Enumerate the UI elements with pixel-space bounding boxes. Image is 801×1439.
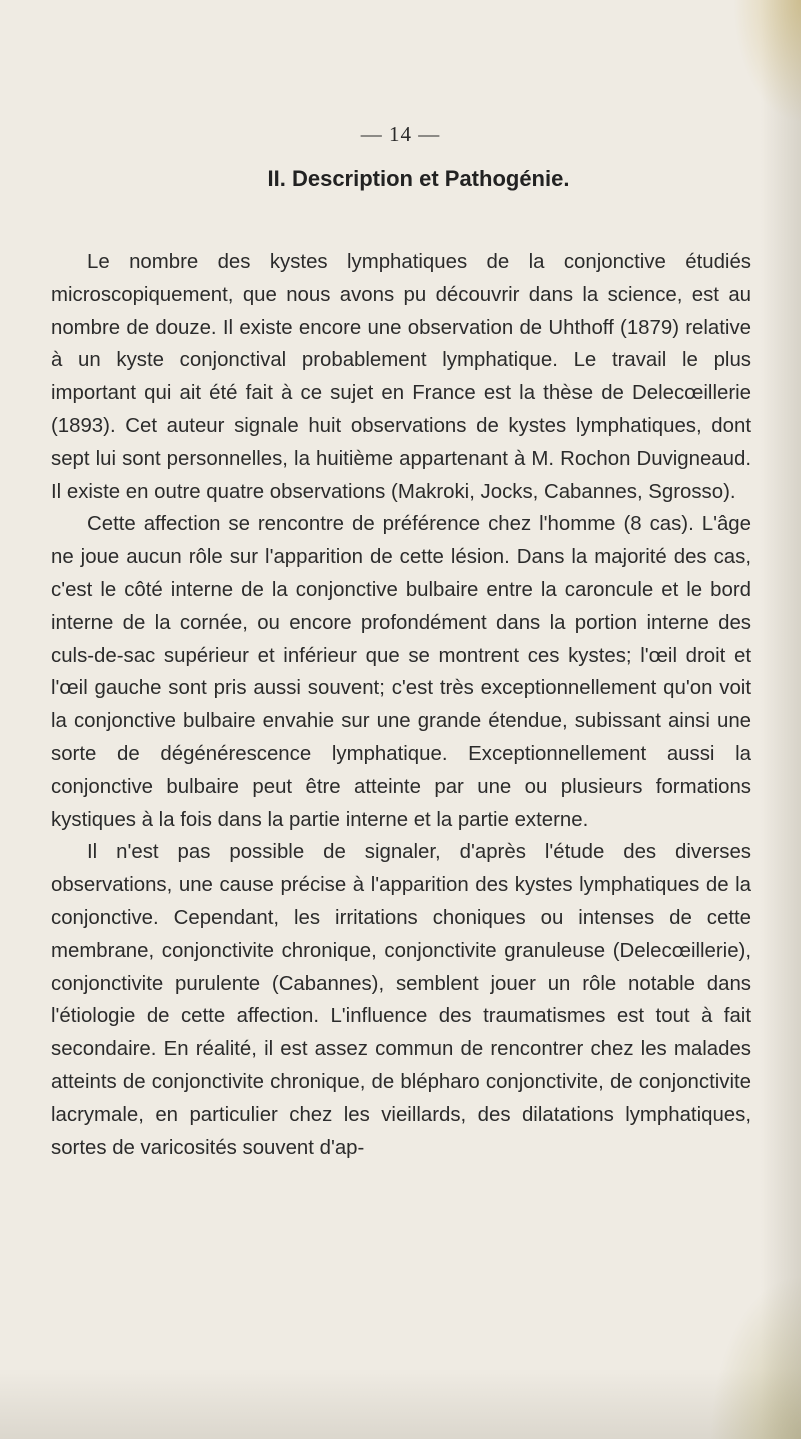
page-number: — 14 — bbox=[360, 122, 441, 146]
section-heading: II. Description et Pathogénie. bbox=[267, 166, 570, 191]
paragraph: Cette affection se rencontre de préférence chez l'homme (8 cas). L'âge ne joue aucun rôle sur l'apparition de cette lésion. Dans la majorité des cas, c'est le côté interne de la conjonctive bulbaire entre la caroncule et le bord interne de la cornée, ou encore profondément dans la portion interne des culs-de-sac supérieur et inférieur que se montrent ces kystes; l'œil droit et l'œil gauche sont pris aussi souvent; c'est très exceptionnellement qu'on voit la conjonctive bulbaire envahie sur une grande étendue, subissant ainsi une sorte de dégénérescence lymphatique. Exceptionnellement aussi la conjonctive bulbaire peut être atteinte par une ou plusieurs formations kystiques à la fois dans la partie interne et la partie externe. bbox=[51, 513, 751, 831]
paragraph: Le nombre des kystes lymphatiques de la conjonctive étudiés microscopiquement, que nous avons pu découvrir dans la science, est au nombre de douze. Il existe encore une observation de Uhthoff (1879) relative à un kyste conjonctival probablement lymphatique. Le travail le plus important qui ait été fait à ce sujet en France est la thèse de Delecœillerie (1893). Cet auteur signale huit observations de kystes lymphatiques, dont sept lui sont personnelles, la huitième appartenant à M. Rochon Duvigneaud. Il existe en outre quatre observations (Makroki, Jocks, Cabannes, Sgrosso). bbox=[51, 251, 751, 503]
paragraph: Il n'est pas possible de signaler, d'après l'étude des diverses observations, une cause précise à l'apparition des kystes lymphatiques de la conjonctive. Cependant, les irritations choniques ou intenses de cette membrane, conjonctivite chronique, conjonctivite granuleuse (Delecœillerie), conjonctivite purulente (Cabannes), semblent jouer un rôle notable dans l'étiologie de cette affection. L'influence des traumatismes est tout à fait secondaire. En réalité, il est assez commun de rencontrer chez les malades atteints de conjonctivite chronique, de blépharo conjonctivite, de conjonctivite lacrymale, en particulier chez les vieillards, des dilatations lymphatiques, sortes de varicosités souvent d'ap- bbox=[51, 841, 751, 1159]
body-text bbox=[51, 246, 751, 1164]
